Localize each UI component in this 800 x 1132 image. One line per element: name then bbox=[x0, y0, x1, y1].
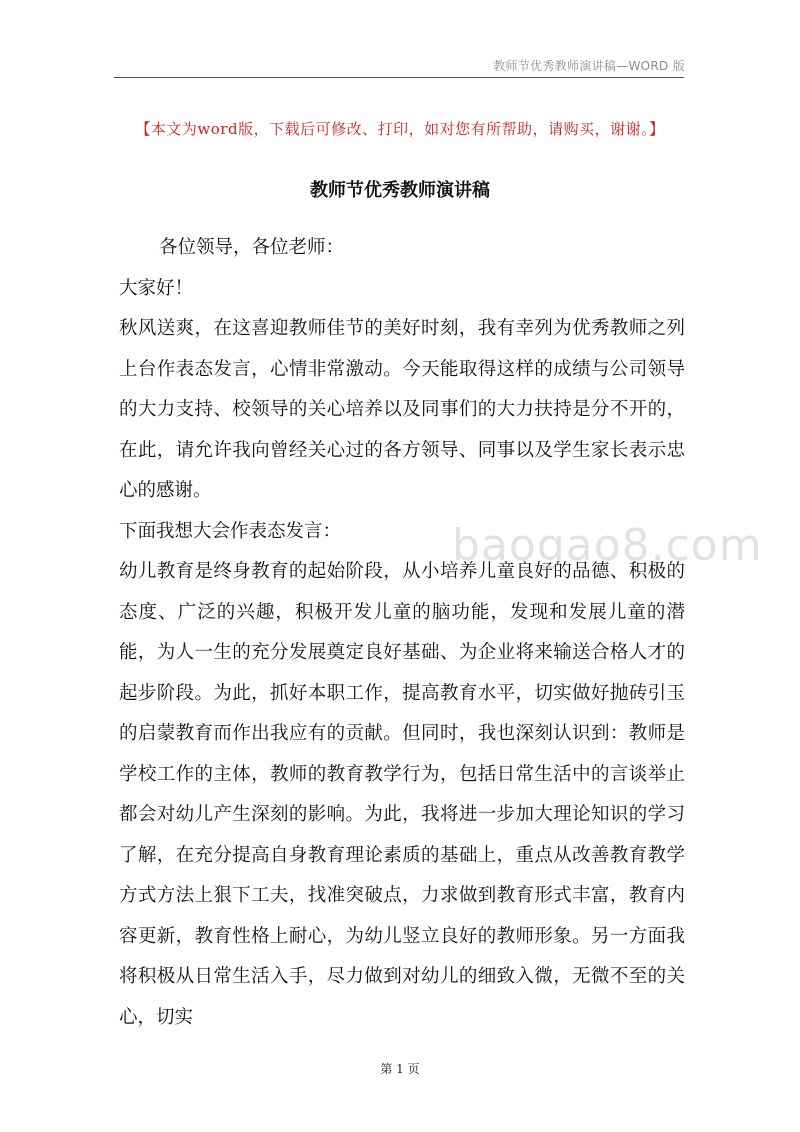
running-header: 教师节优秀教师演讲稿—WORD 版 bbox=[493, 59, 685, 73]
paragraph-thanks: 秋风送爽，在这喜迎教师佳节的美好时刻，我有幸列为优秀教师之列上台作表态发言，心情非常激动。今天能取得这样的成绩与公司领导的大力支持、校领导的关心培养以及同事们的大力扶持是分不开的，在此，请允许我向曾经关心过的各方领导、同事以及学生家长表示忠心的感谢。 bbox=[119, 318, 685, 501]
document-title: 教师节优秀教师演讲稿 bbox=[310, 180, 490, 201]
page-number: 第 1 页 bbox=[380, 1062, 420, 1076]
document-body bbox=[119, 228, 685, 1038]
paragraph-intro: 下面我想大会作表态发言： bbox=[119, 520, 342, 542]
greeting: 大家好！ bbox=[119, 277, 194, 299]
watermark: baogao8.com bbox=[452, 520, 763, 571]
download-notice: 【本文为word版，下载后可修改、打印，如对您有所帮助，请购买，谢谢。】 bbox=[135, 120, 665, 138]
salutation: 各位领导，各位老师： bbox=[159, 237, 345, 258]
paragraph-main: 幼儿教育是终身教育的起始阶段，从小培养儿童良好的品德、积极的态度、广泛的兴趣，积极开发儿童的脑功能，发现和发展儿童的潜能，为人一生的充分发展奠定良好基础、为企业将来输送合格人才的起步阶段。为此，抓好本职工作，提高教育水平，切实做好抛砖引玉的启蒙教育而作出我应有的贡献。但同时，我也深刻认识到：教师是学校工作的主体，教师的教育教学行为，包括日常生活中的言谈举止都会对幼儿产生深刻的影响。为此，我将进一步加大理论知识的学习了解，在充分提高自身教育理论素质的基础上，重点从改善教育教学方式方法上狠下工夫，找准突破点，力求做到教育形式丰富，教育内容更新，教育性格上耐心，为幼儿竖立良好的教师形象。另一方面我将积极从日常生活入手，尽力做到对幼儿的细致入微，无微不至的关心，切实 bbox=[119, 561, 685, 1028]
header-divider bbox=[114, 77, 684, 78]
